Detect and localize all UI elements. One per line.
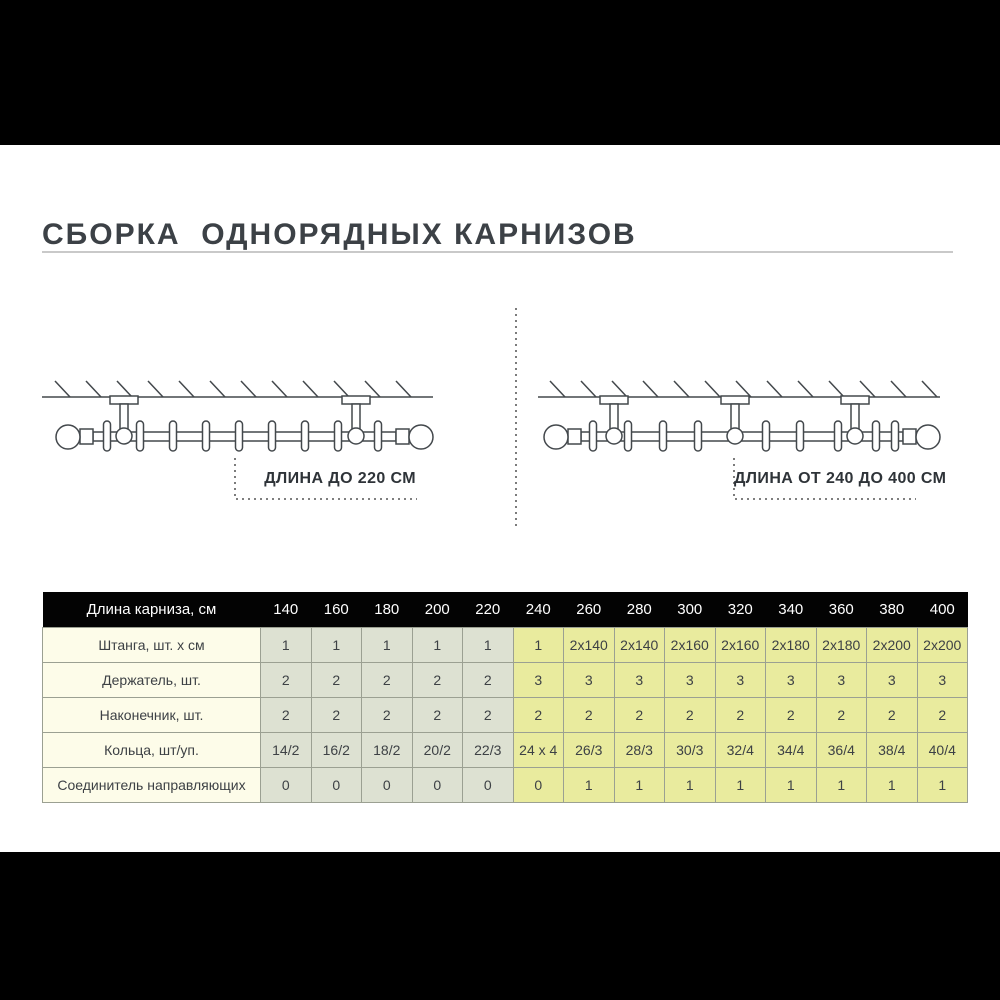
- value-cell: 2x140: [614, 628, 665, 663]
- page-title: СБОРКА ОДНОРЯДНЫХ КАРНИЗОВ: [42, 218, 637, 252]
- value-cell: 3: [867, 663, 918, 698]
- value-cell: 1: [412, 628, 463, 663]
- value-cell: 34/4: [766, 733, 817, 768]
- table-row: [43, 768, 968, 803]
- value-cell: 1: [362, 628, 413, 663]
- bracket-rod-holder: [116, 428, 132, 444]
- finial-connector: [568, 429, 581, 444]
- value-cell: 2: [311, 663, 362, 698]
- value-cell: 2: [412, 698, 463, 733]
- value-cell: 0: [463, 768, 514, 803]
- finial-connector: [903, 429, 916, 444]
- value-cell: 2: [362, 663, 413, 698]
- header-cell: 180: [362, 592, 413, 628]
- value-cell: 2x200: [867, 628, 918, 663]
- value-cell: 14/2: [261, 733, 312, 768]
- bracket-rod-holder: [847, 428, 863, 444]
- value-cell: 1: [715, 768, 766, 803]
- value-cell: 2x180: [816, 628, 867, 663]
- value-cell: 0: [412, 768, 463, 803]
- value-cell: 3: [816, 663, 867, 698]
- value-cell: 30/3: [665, 733, 716, 768]
- finial-ball: [544, 425, 568, 449]
- value-cell: 3: [715, 663, 766, 698]
- value-cell: 3: [665, 663, 716, 698]
- value-cell: 18/2: [362, 733, 413, 768]
- value-cell: 1: [816, 768, 867, 803]
- table-row: [43, 698, 968, 733]
- value-cell: 0: [362, 768, 413, 803]
- value-cell: 1: [867, 768, 918, 803]
- value-cell: 2: [463, 663, 514, 698]
- bracket-rod-holder: [348, 428, 364, 444]
- value-cell: 1: [311, 628, 362, 663]
- table-row: [43, 663, 968, 698]
- value-cell: 2x200: [917, 628, 968, 663]
- value-cell: 3: [614, 663, 665, 698]
- value-cell: 2: [412, 663, 463, 698]
- value-cell: 2: [362, 698, 413, 733]
- assembly-table-container: [42, 592, 968, 803]
- value-cell: 3: [917, 663, 968, 698]
- value-cell: 3: [513, 663, 564, 698]
- header-cell: 160: [311, 592, 362, 628]
- diagram-rod-two-brackets: [42, 381, 433, 451]
- value-cell: 26/3: [564, 733, 615, 768]
- value-cell: 40/4: [917, 733, 968, 768]
- value-cell: 1: [261, 628, 312, 663]
- value-cell: 0: [311, 768, 362, 803]
- bracket: [721, 396, 749, 431]
- diagram-length-label-right: ДЛИНА ОТ 240 ДО 400 СМ: [734, 470, 947, 487]
- value-cell: 3: [766, 663, 817, 698]
- value-cell: 1: [917, 768, 968, 803]
- value-cell: 2: [261, 663, 312, 698]
- value-cell: 28/3: [614, 733, 665, 768]
- top-black-bar: [0, 0, 1000, 145]
- header-cell: 240: [513, 592, 564, 628]
- value-cell: 0: [513, 768, 564, 803]
- bottom-black-bar: [0, 852, 1000, 1000]
- rod-diagrams: [0, 290, 1000, 540]
- value-cell: 1: [614, 768, 665, 803]
- value-cell: 20/2: [412, 733, 463, 768]
- value-cell: 0: [261, 768, 312, 803]
- header-cell: 220: [463, 592, 514, 628]
- value-cell: 2: [867, 698, 918, 733]
- value-cell: 2: [463, 698, 514, 733]
- value-cell: 3: [564, 663, 615, 698]
- row-label-cell: Штанга, шт. х см: [43, 628, 261, 663]
- header-cell: 400: [917, 592, 968, 628]
- finial-connector: [80, 429, 93, 444]
- value-cell: 2: [261, 698, 312, 733]
- table-row: [43, 733, 968, 768]
- value-cell: 2: [715, 698, 766, 733]
- value-cell: 38/4: [867, 733, 918, 768]
- header-cell: 260: [564, 592, 615, 628]
- header-cell: 300: [665, 592, 716, 628]
- ceiling-hatching: [55, 381, 411, 397]
- finial-ball: [56, 425, 80, 449]
- row-label-cell: Соединитель направляющих: [43, 768, 261, 803]
- row-label-cell: Держатель, шт.: [43, 663, 261, 698]
- header-cell: 320: [715, 592, 766, 628]
- finial-ball: [409, 425, 433, 449]
- value-cell: 2: [311, 698, 362, 733]
- value-cell: 1: [766, 768, 817, 803]
- diagram-length-label-left: ДЛИНА ДО 220 СМ: [264, 470, 416, 487]
- value-cell: 2: [766, 698, 817, 733]
- value-cell: 1: [463, 628, 514, 663]
- value-cell: 2x140: [564, 628, 615, 663]
- value-cell: 2x160: [665, 628, 716, 663]
- table-row: [43, 628, 968, 663]
- value-cell: 2: [564, 698, 615, 733]
- header-cell: 280: [614, 592, 665, 628]
- finial-ball: [916, 425, 940, 449]
- finial-connector: [396, 429, 409, 444]
- header-cell: 360: [816, 592, 867, 628]
- value-cell: 2x180: [766, 628, 817, 663]
- value-cell: 2x160: [715, 628, 766, 663]
- assembly-parts-table: [42, 592, 968, 803]
- header-cell: 340: [766, 592, 817, 628]
- bracket-rod-holder: [606, 428, 622, 444]
- header-cell: 380: [867, 592, 918, 628]
- ceiling-hatching: [550, 381, 937, 397]
- bracket: [841, 396, 869, 431]
- value-cell: 36/4: [816, 733, 867, 768]
- value-cell: 2: [513, 698, 564, 733]
- diagram-rod-three-brackets: [538, 381, 940, 451]
- bracket: [110, 396, 138, 431]
- value-cell: 22/3: [463, 733, 514, 768]
- bracket-rod-holder: [727, 428, 743, 444]
- value-cell: 32/4: [715, 733, 766, 768]
- bracket: [342, 396, 370, 431]
- value-cell: 2: [917, 698, 968, 733]
- value-cell: 1: [665, 768, 716, 803]
- value-cell: 2: [816, 698, 867, 733]
- title-underline: [42, 251, 953, 253]
- value-cell: 1: [513, 628, 564, 663]
- table-header-row: [43, 592, 968, 628]
- row-label-cell: Наконечник, шт.: [43, 698, 261, 733]
- header-cell: 200: [412, 592, 463, 628]
- value-cell: 2: [665, 698, 716, 733]
- row-label-cell: Кольца, шт/уп.: [43, 733, 261, 768]
- value-cell: 24 x 4: [513, 733, 564, 768]
- value-cell: 1: [564, 768, 615, 803]
- header-cell: 140: [261, 592, 312, 628]
- value-cell: 16/2: [311, 733, 362, 768]
- value-cell: 2: [614, 698, 665, 733]
- header-cell-length: Длина карниза, см: [43, 592, 261, 628]
